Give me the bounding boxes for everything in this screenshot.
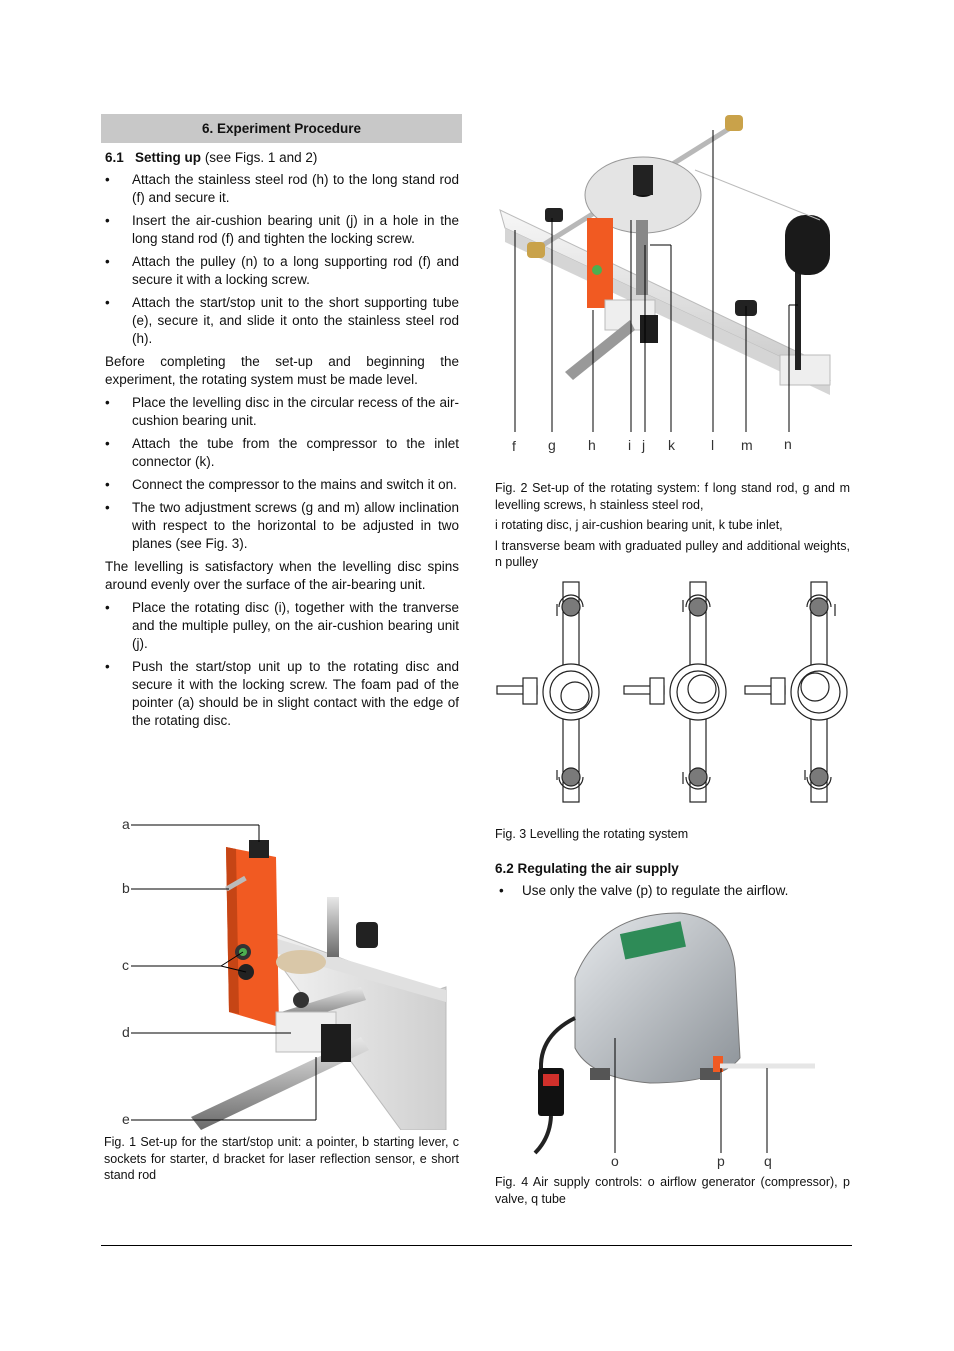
compressor-illustration [530, 908, 820, 1170]
section-title: 6. Experiment Procedure [101, 114, 462, 143]
fig1-label-c: c [122, 957, 129, 973]
fig4-label-o: o [611, 1153, 619, 1169]
fig2-label-h: h [588, 437, 596, 453]
figure-4-air-supply [530, 908, 820, 1170]
figure-3-caption: Fig. 3 Levelling the rotating system [495, 827, 689, 841]
figure-2-rotating-system [495, 110, 852, 462]
setup-list-3 [101, 599, 462, 730]
setup-list-1 [101, 171, 462, 348]
air-supply-section [495, 861, 852, 905]
figure-3-levelling [495, 580, 852, 810]
list-item: • Attach the pulley (n) to a long supporting rod (f) and secure it with a locking screw. [101, 253, 462, 289]
setup-title: Setting up [135, 150, 202, 165]
fig2-label-m: m [741, 437, 753, 453]
left-column [101, 114, 462, 735]
list-item: • Insert the air-cushion bearing unit (j) in a hole in the long stand rod (f) and tighten the locking screw. [101, 212, 462, 248]
figure-1-caption: Fig. 1 Set-up for the start/stop unit: a pointer, b starting lever, c sockets for starter, d bracket for laser reflection sensor, e short stand rod [104, 1135, 459, 1182]
air-supply-heading: 6.2 Regulating the air supply [495, 861, 679, 876]
air-supply-list [495, 882, 852, 900]
start-stop-unit-illustration [101, 812, 462, 1130]
list-item: • The two adjustment screws (g and m) allow inclination with respect to the horizontal to be adjusted in two planes (see Fig. 3). [101, 499, 462, 553]
setup-heading [101, 149, 462, 167]
list-item: • Attach the tube from the compressor to the inlet connector (k). [101, 435, 462, 471]
fig2-label-f: f [512, 438, 516, 454]
list-item: • Use only the valve (p) to regulate the airflow. [495, 882, 852, 900]
fig2-label-j: j [642, 437, 646, 453]
fig4-label-p: p [717, 1153, 725, 1169]
list-item: • Push the start/stop unit up to the rotating disc and secure it with the locking screw. The foam pad of the pointer (a) should be in slight contact with the edge of the rotating disc. [101, 658, 462, 730]
caption-line: Fig. 2 Set-up of the rotating system: f long stand rod, g and m levelling screws, h stainless steel rod, [495, 481, 850, 512]
setup-ref: (see Figs. 1 and 2) [204, 150, 318, 165]
setup-list-2 [101, 394, 462, 553]
list-item: • Place the levelling disc in the circular recess of the air-cushion bearing unit. [101, 394, 462, 430]
setup-number: 6.1 [105, 150, 124, 165]
figure-1-start-stop-unit [101, 812, 462, 1130]
levelling-diagram [495, 580, 852, 810]
fig2-label-n: n [784, 436, 792, 452]
list-item: • Attach the start/stop unit to the short supporting tube (e), secure it, and slide it onto the stainless steel rod (h). [101, 294, 462, 348]
fig1-label-d: d [122, 1024, 130, 1040]
fig1-label-e: e [122, 1111, 130, 1127]
levelling-intro: Before completing the set-up and beginning the experiment, the rotating system must be made level. [105, 354, 459, 387]
fig2-label-g: g [548, 437, 556, 453]
figure-4-caption: Fig. 4 Air supply controls: o airflow generator (compressor), p valve, q tube [495, 1175, 850, 1206]
levelling-check: The levelling is satisfactory when the levelling disc spins around evenly over the surface of the air-bearing unit. [105, 559, 459, 592]
fig1-label-b: b [122, 880, 130, 896]
list-item: • Connect the compressor to the mains and switch it on. [101, 476, 462, 494]
caption-line: i rotating disc, j air-cushion bearing unit, k tube inlet, [495, 518, 783, 532]
fig4-label-q: q [764, 1153, 772, 1169]
list-item: • Place the rotating disc (i), together with the tranverse and the multiple pulley, on the air-cushion bearing unit (j). [101, 599, 462, 653]
fig2-label-k: k [668, 437, 675, 453]
figure-2-caption [495, 480, 850, 571]
footer-rule [101, 1245, 852, 1246]
fig2-label-l: l [711, 437, 715, 453]
rotating-system-illustration [495, 110, 852, 462]
fig1-label-a: a [122, 816, 130, 832]
caption-line: l transverse beam with graduated pulley and additional weights, n pulley [495, 538, 850, 569]
fig2-label-i: i [628, 437, 632, 453]
list-item: • Attach the stainless steel rod (h) to the long stand rod (f) and secure it. [101, 171, 462, 207]
